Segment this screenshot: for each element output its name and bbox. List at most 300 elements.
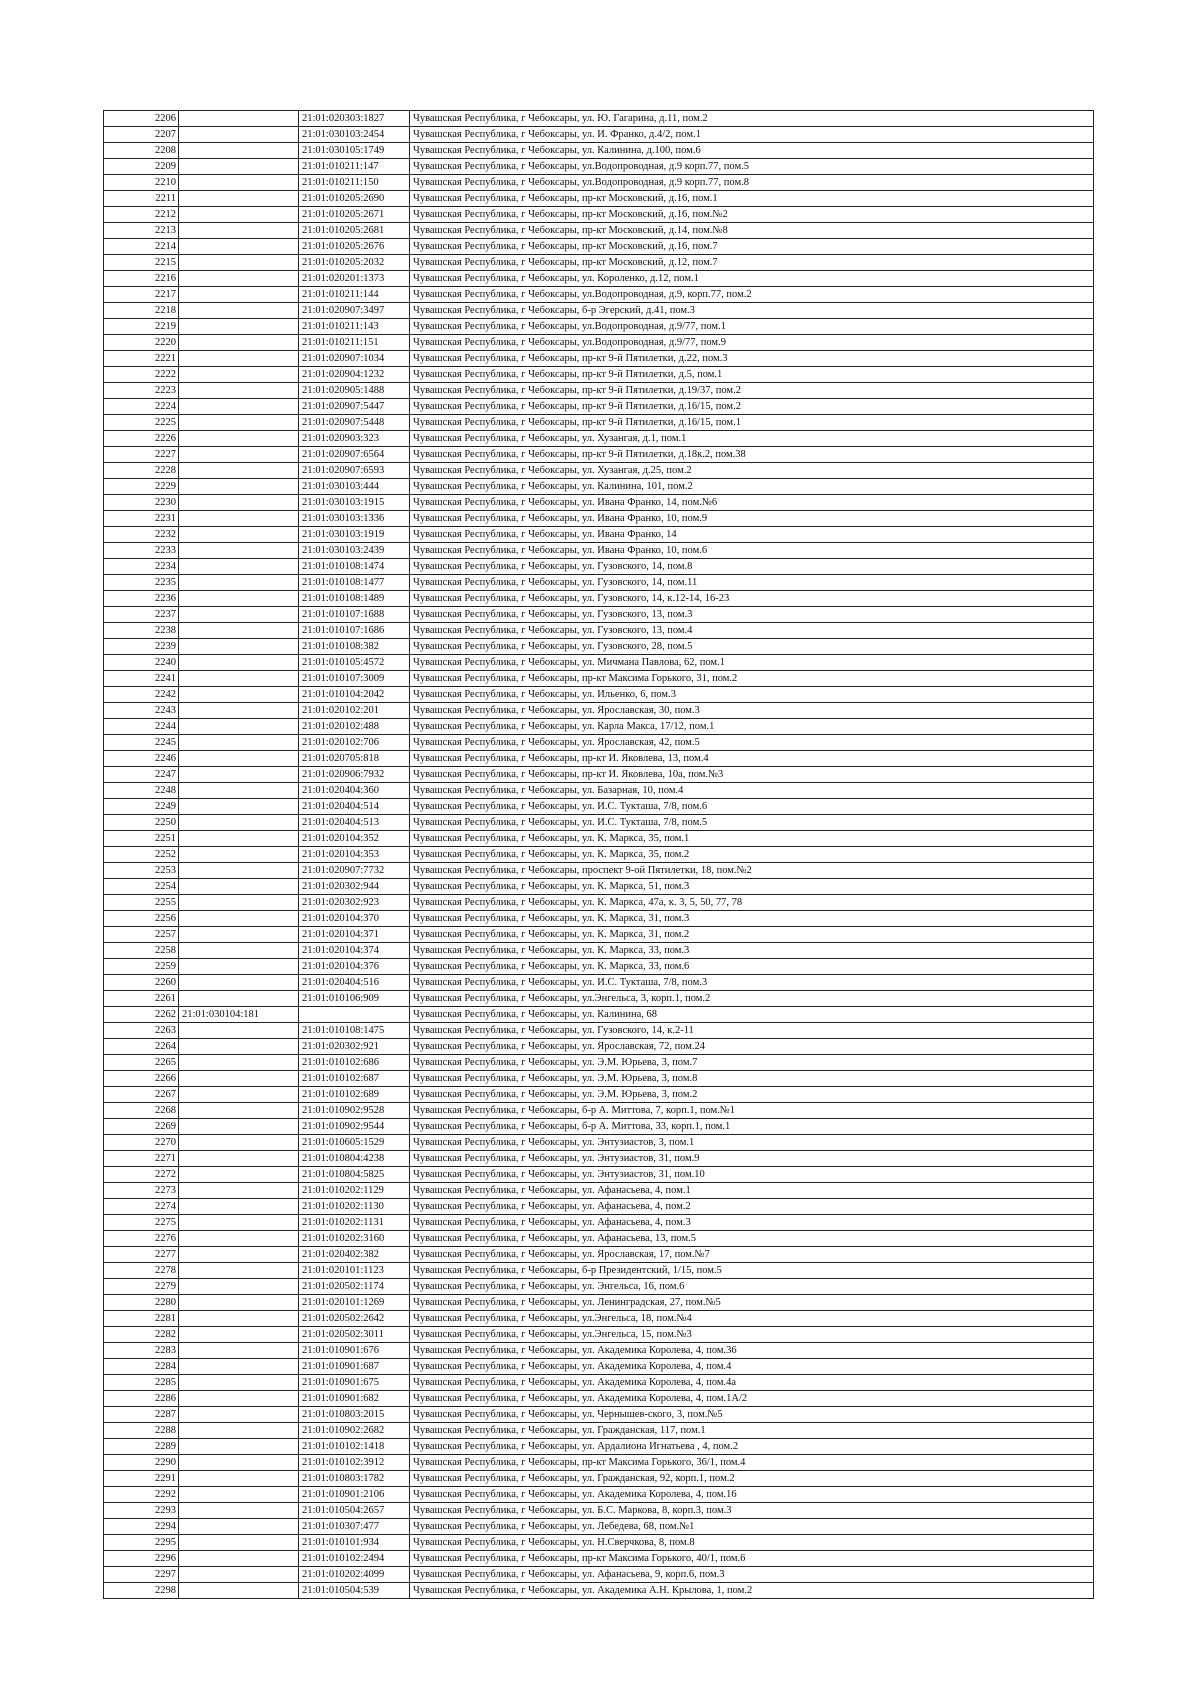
row-number: 2239 <box>104 639 179 655</box>
row-number: 2275 <box>104 1215 179 1231</box>
table-row <box>104 639 1094 655</box>
cadastral-number: 21:01:010202:1130 <box>299 1199 410 1215</box>
table-row <box>104 527 1094 543</box>
cadastral-number-left <box>179 447 299 463</box>
row-number: 2226 <box>104 431 179 447</box>
cadastral-number-left <box>179 735 299 751</box>
cadastral-number: 21:01:020404:516 <box>299 975 410 991</box>
cadastral-number-left <box>179 1391 299 1407</box>
cadastral-number-left <box>179 303 299 319</box>
row-number: 2209 <box>104 159 179 175</box>
cadastral-number-left <box>179 351 299 367</box>
cadastral-number: 21:01:020404:514 <box>299 799 410 815</box>
cadastral-number: 21:01:010804:4238 <box>299 1151 410 1167</box>
row-number: 2280 <box>104 1295 179 1311</box>
row-number: 2252 <box>104 847 179 863</box>
address: Чувашская Республика, г Чебоксары, ул. И.С. Тукташа, 7/8, пом.6 <box>410 799 1094 815</box>
address: Чувашская Республика, г Чебоксары, пр-кт Московский, д.12, пом.7 <box>410 255 1094 271</box>
address: Чувашская Республика, г Чебоксары, ул. Лебедева, 68, пом.№1 <box>410 1519 1094 1535</box>
row-number: 2297 <box>104 1567 179 1583</box>
row-number: 2255 <box>104 895 179 911</box>
row-number: 2250 <box>104 815 179 831</box>
row-number: 2248 <box>104 783 179 799</box>
table-row <box>104 1007 1094 1023</box>
row-number: 2228 <box>104 463 179 479</box>
row-number: 2222 <box>104 367 179 383</box>
cadastral-number: 21:01:010202:1131 <box>299 1215 410 1231</box>
address: Чувашская Республика, г Чебоксары, ул.Водопроводная, д.9 корп.77, пом.5 <box>410 159 1094 175</box>
table-row <box>104 1135 1094 1151</box>
cadastral-number: 21:01:010205:2690 <box>299 191 410 207</box>
address: Чувашская Республика, г Чебоксары, б-р А. Миттова, 33, корп.1, пом.1 <box>410 1119 1094 1135</box>
cadastral-number: 21:01:020903:323 <box>299 431 410 447</box>
table-row <box>104 1343 1094 1359</box>
address: Чувашская Республика, г Чебоксары, ул. Энтузиастов, 31, пом.10 <box>410 1167 1094 1183</box>
row-number: 2288 <box>104 1423 179 1439</box>
cadastral-number: 21:01:020104:370 <box>299 911 410 927</box>
cadastral-number: 21:01:010205:2681 <box>299 223 410 239</box>
cadastral-number-left <box>179 1535 299 1551</box>
table-row <box>104 799 1094 815</box>
row-number: 2237 <box>104 607 179 623</box>
row-number: 2258 <box>104 943 179 959</box>
cadastral-number: 21:01:020101:1269 <box>299 1295 410 1311</box>
cadastral-number-left <box>179 959 299 975</box>
row-number: 2269 <box>104 1119 179 1135</box>
address: Чувашская Республика, г Чебоксары, ул. Академика Королева, 4, пом.4 <box>410 1359 1094 1375</box>
cadastral-number: 21:01:020302:923 <box>299 895 410 911</box>
table-row <box>104 1023 1094 1039</box>
cadastral-number-left <box>179 607 299 623</box>
address: Чувашская Республика, г Чебоксары, пр-кт Московский, д.16, пом.№2 <box>410 207 1094 223</box>
table-row <box>104 1103 1094 1119</box>
cadastral-number: 21:01:010102:2494 <box>299 1551 410 1567</box>
cadastral-number-left <box>179 895 299 911</box>
cadastral-number-left <box>179 127 299 143</box>
cadastral-number: 21:01:010108:1474 <box>299 559 410 575</box>
row-number: 2246 <box>104 751 179 767</box>
cadastral-number: 21:01:020201:1373 <box>299 271 410 287</box>
row-number: 2245 <box>104 735 179 751</box>
table-row <box>104 431 1094 447</box>
cadastral-number-left <box>179 991 299 1007</box>
table-row <box>104 111 1094 127</box>
row-number: 2243 <box>104 703 179 719</box>
row-number: 2287 <box>104 1407 179 1423</box>
address: Чувашская Республика, г Чебоксары, ул. Ивана Франко, 10, пом.9 <box>410 511 1094 527</box>
row-number: 2232 <box>104 527 179 543</box>
table-row <box>104 1039 1094 1055</box>
table-row <box>104 1311 1094 1327</box>
table-row <box>104 1519 1094 1535</box>
cadastral-number-left <box>179 1071 299 1087</box>
row-number: 2247 <box>104 767 179 783</box>
cadastral-number-left <box>179 1055 299 1071</box>
row-number: 2295 <box>104 1535 179 1551</box>
cadastral-number: 21:01:010205:2671 <box>299 207 410 223</box>
cadastral-number: 21:01:030103:1919 <box>299 527 410 543</box>
cadastral-number: 21:01:030103:2439 <box>299 543 410 559</box>
table-row <box>104 1279 1094 1295</box>
cadastral-number-left <box>179 751 299 767</box>
row-number: 2260 <box>104 975 179 991</box>
address: Чувашская Республика, г Чебоксары, ул. Н.Сверчкова, 8, пом.8 <box>410 1535 1094 1551</box>
row-number: 2224 <box>104 399 179 415</box>
table-row <box>104 751 1094 767</box>
table-row <box>104 1487 1094 1503</box>
cadastral-number: 21:01:010504:539 <box>299 1583 410 1599</box>
cadastral-number-left <box>179 431 299 447</box>
cadastral-number: 21:01:010803:1782 <box>299 1471 410 1487</box>
table-row <box>104 479 1094 495</box>
cadastral-number: 21:01:010504:2657 <box>299 1503 410 1519</box>
cadastral-number-left <box>179 1215 299 1231</box>
cadastral-number-left <box>179 1087 299 1103</box>
table-row <box>104 127 1094 143</box>
table-row <box>104 335 1094 351</box>
cadastral-number-left <box>179 1503 299 1519</box>
table-row <box>104 1407 1094 1423</box>
row-number: 2236 <box>104 591 179 607</box>
address: Чувашская Республика, г Чебоксары, ул. Ивана Франко, 14, пом.№6 <box>410 495 1094 511</box>
row-number: 2270 <box>104 1135 179 1151</box>
address: Чувашская Республика, г Чебоксары, б-р Эгерский, д.41, пом.3 <box>410 303 1094 319</box>
cadastral-number-left <box>179 1135 299 1151</box>
row-number: 2294 <box>104 1519 179 1535</box>
cadastral-number-left <box>179 1375 299 1391</box>
row-number: 2282 <box>104 1327 179 1343</box>
address: Чувашская Республика, г Чебоксары, ул. К. Маркса, 47а, к. 3, 5, 50, 77, 78 <box>410 895 1094 911</box>
table-row <box>104 1455 1094 1471</box>
cadastral-number-left <box>179 159 299 175</box>
table-row <box>104 1439 1094 1455</box>
row-number: 2211 <box>104 191 179 207</box>
table-row <box>104 271 1094 287</box>
cadastral-number: 21:01:010107:1688 <box>299 607 410 623</box>
address: Чувашская Республика, г Чебоксары, ул. Ярославская, 30, пом.3 <box>410 703 1094 719</box>
table-row <box>104 303 1094 319</box>
row-number: 2240 <box>104 655 179 671</box>
address: Чувашская Республика, г Чебоксары, ул. К. Маркса, 35, пом.2 <box>410 847 1094 863</box>
address: Чувашская Республика, г Чебоксары, ул.Энгельса, 18, пом.№4 <box>410 1311 1094 1327</box>
table-row <box>104 783 1094 799</box>
cadastral-number-left <box>179 799 299 815</box>
address: Чувашская Республика, г Чебоксары, пр-кт Максима Горького, 31, пом.2 <box>410 671 1094 687</box>
cadastral-number: 21:01:020104:371 <box>299 927 410 943</box>
address: Чувашская Республика, г Чебоксары, ул. Калинина, д.100, пом.6 <box>410 143 1094 159</box>
cadastral-number-left <box>179 175 299 191</box>
cadastral-number-left <box>179 943 299 959</box>
cadastral-number-left <box>179 1279 299 1295</box>
row-number: 2271 <box>104 1151 179 1167</box>
table-row <box>104 207 1094 223</box>
cadastral-number-left <box>179 415 299 431</box>
cadastral-number: 21:01:020104:376 <box>299 959 410 975</box>
table-row <box>104 1535 1094 1551</box>
cadastral-number-left <box>179 671 299 687</box>
row-number: 2257 <box>104 927 179 943</box>
cadastral-number-left <box>179 703 299 719</box>
cadastral-number: 21:01:020905:1488 <box>299 383 410 399</box>
cadastral-number-left <box>179 927 299 943</box>
cadastral-number-left <box>179 719 299 735</box>
address: Чувашская Республика, г Чебоксары, пр-кт Московский, д.16, пом.1 <box>410 191 1094 207</box>
row-number: 2272 <box>104 1167 179 1183</box>
table-row <box>104 975 1094 991</box>
cadastral-number-left <box>179 399 299 415</box>
cadastral-number-left <box>179 1023 299 1039</box>
row-number: 2217 <box>104 287 179 303</box>
cadastral-number: 21:01:010901:675 <box>299 1375 410 1391</box>
address: Чувашская Республика, г Чебоксары, ул.Энгельса, 3, корп.1, пом.2 <box>410 991 1094 1007</box>
cadastral-number-left <box>179 383 299 399</box>
cadastral-number: 21:01:010211:147 <box>299 159 410 175</box>
address: Чувашская Республика, г Чебоксары, ул. Афанасьева, 9, корп.6, пом.3 <box>410 1567 1094 1583</box>
table-row <box>104 671 1094 687</box>
address: Чувашская Республика, г Чебоксары, ул. Гузовского, 13, пом.4 <box>410 623 1094 639</box>
cadastral-number-left <box>179 559 299 575</box>
cadastral-number-left <box>179 623 299 639</box>
row-number: 2206 <box>104 111 179 127</box>
address: Чувашская Республика, г Чебоксары, пр-кт 9-й Пятилетки, д.16/15, пом.2 <box>410 399 1094 415</box>
cadastral-number-left <box>179 1183 299 1199</box>
cadastral-number-left <box>179 255 299 271</box>
row-number: 2256 <box>104 911 179 927</box>
table-row <box>104 1551 1094 1567</box>
row-number: 2264 <box>104 1039 179 1055</box>
row-number: 2210 <box>104 175 179 191</box>
row-number: 2230 <box>104 495 179 511</box>
address: Чувашская Республика, г Чебоксары, ул. К. Маркса, 51, пом.3 <box>410 879 1094 895</box>
cadastral-number: 21:01:010102:1418 <box>299 1439 410 1455</box>
table-row <box>104 1295 1094 1311</box>
table-row <box>104 367 1094 383</box>
row-number: 2268 <box>104 1103 179 1119</box>
row-number: 2292 <box>104 1487 179 1503</box>
cadastral-number: 21:01:010107:1686 <box>299 623 410 639</box>
cadastral-number-left <box>179 575 299 591</box>
cadastral-number: 21:01:020502:3011 <box>299 1327 410 1343</box>
address: Чувашская Республика, г Чебоксары, ул. Ю. Гагарина, д.11, пом.2 <box>410 111 1094 127</box>
table-row <box>104 495 1094 511</box>
table-row <box>104 607 1094 623</box>
address: Чувашская Республика, г Чебоксары, ул. Мичмана Павлова, 62, пом.1 <box>410 655 1094 671</box>
address: Чувашская Республика, г Чебоксары, ул. Ардалиона Игнатьева , 4, пом.2 <box>410 1439 1094 1455</box>
cadastral-number-left <box>179 143 299 159</box>
address: Чувашская Республика, г Чебоксары, ул. Э.М. Юрьева, 3, пом.7 <box>410 1055 1094 1071</box>
cadastral-number-left <box>179 975 299 991</box>
address: Чувашская Республика, г Чебоксары, пр-кт Московский, д.14, пом.№8 <box>410 223 1094 239</box>
row-number: 2296 <box>104 1551 179 1567</box>
table-row <box>104 1583 1094 1599</box>
cadastral-number-left <box>179 655 299 671</box>
cadastral-number: 21:01:020904:1232 <box>299 367 410 383</box>
row-number: 2286 <box>104 1391 179 1407</box>
cadastral-number-left <box>179 1327 299 1343</box>
address: Чувашская Республика, г Чебоксары, ул. Академика Королева, 4, пом.36 <box>410 1343 1094 1359</box>
address: Чувашская Республика, г Чебоксары, ул. Академика Королева, 4, пом.4а <box>410 1375 1094 1391</box>
table-row <box>104 543 1094 559</box>
cadastral-number: 21:01:010205:2032 <box>299 255 410 271</box>
address: Чувашская Республика, г Чебоксары, ул. Афанасьева, 13, пом.5 <box>410 1231 1094 1247</box>
address: Чувашская Республика, г Чебоксары, пр-кт Максима Горького, 36/1, пом.4 <box>410 1455 1094 1471</box>
address: Чувашская Республика, г Чебоксары, ул. Энтузиастов, 31, пом.9 <box>410 1151 1094 1167</box>
cadastral-number: 21:01:010202:3160 <box>299 1231 410 1247</box>
address: Чувашская Республика, г Чебоксары, ул. Ивана Франко, 14 <box>410 527 1094 543</box>
address: Чувашская Республика, г Чебоксары, ул. Б.С. Маркова, 8, корп.3, пом.3 <box>410 1503 1094 1519</box>
cadastral-number: 21:01:020906:7932 <box>299 767 410 783</box>
row-number: 2231 <box>104 511 179 527</box>
row-number: 2235 <box>104 575 179 591</box>
cadastral-number-left <box>179 111 299 127</box>
cadastral-number: 21:01:020404:513 <box>299 815 410 831</box>
cadastral-number: 21:01:020705:818 <box>299 751 410 767</box>
address: Чувашская Республика, г Чебоксары, пр-кт 9-й Пятилетки, д.5, пом.1 <box>410 367 1094 383</box>
cadastral-number-left <box>179 335 299 351</box>
cadastral-number: 21:01:020907:6593 <box>299 463 410 479</box>
cadastral-number-left <box>179 1407 299 1423</box>
table-row <box>104 1215 1094 1231</box>
row-number: 2283 <box>104 1343 179 1359</box>
table-row <box>104 815 1094 831</box>
address: Чувашская Республика, г Чебоксары, пр-кт Московский, д.16, пом.7 <box>410 239 1094 255</box>
cadastral-number-left <box>179 1439 299 1455</box>
row-number: 2285 <box>104 1375 179 1391</box>
cadastral-number: 21:01:020907:6564 <box>299 447 410 463</box>
row-number: 2221 <box>104 351 179 367</box>
cadastral-number: 21:01:020302:921 <box>299 1039 410 1055</box>
table-row <box>104 1471 1094 1487</box>
table-row <box>104 1231 1094 1247</box>
cadastral-number-left <box>179 367 299 383</box>
cadastral-number-left <box>179 767 299 783</box>
cadastral-number-left <box>179 223 299 239</box>
cadastral-number-left <box>179 911 299 927</box>
cadastral-number-left <box>179 1103 299 1119</box>
table-row <box>104 847 1094 863</box>
cadastral-number: 21:01:010106:909 <box>299 991 410 1007</box>
row-number: 2289 <box>104 1439 179 1455</box>
cadastral-number: 21:01:020502:1174 <box>299 1279 410 1295</box>
address: Чувашская Республика, г Чебоксары, ул. Академика А.Н. Крылова, 1, пом.2 <box>410 1583 1094 1599</box>
row-number: 2278 <box>104 1263 179 1279</box>
row-number: 2251 <box>104 831 179 847</box>
row-number: 2273 <box>104 1183 179 1199</box>
row-number: 2229 <box>104 479 179 495</box>
address: Чувашская Республика, г Чебоксары, ул.Водопроводная, д.9/77, пом.9 <box>410 335 1094 351</box>
row-number: 2225 <box>104 415 179 431</box>
cadastral-number-left: 21:01:030104:181 <box>179 1007 299 1023</box>
table-row <box>104 1567 1094 1583</box>
address: Чувашская Республика, г Чебоксары, пр-кт 9-й Пятилетки, д.16/15, пом.1 <box>410 415 1094 431</box>
cadastral-number-left <box>179 1247 299 1263</box>
cadastral-number-left <box>179 271 299 287</box>
row-number: 2266 <box>104 1071 179 1087</box>
table-row <box>104 1199 1094 1215</box>
cadastral-number-left <box>179 1567 299 1583</box>
cadastral-number-left <box>179 1039 299 1055</box>
row-number: 2233 <box>104 543 179 559</box>
table-row <box>104 239 1094 255</box>
table-row <box>104 415 1094 431</box>
address: Чувашская Республика, г Чебоксары, ул. Э.М. Юрьева, 3, пом.8 <box>410 1071 1094 1087</box>
address: Чувашская Республика, г Чебоксары, ул. Э.М. Юрьева, 3, пом.2 <box>410 1087 1094 1103</box>
row-number: 2215 <box>104 255 179 271</box>
cadastral-number: 21:01:010211:150 <box>299 175 410 191</box>
address: Чувашская Республика, г Чебоксары, пр-кт Максима Горького, 40/1, пом.6 <box>410 1551 1094 1567</box>
row-number: 2212 <box>104 207 179 223</box>
cadastral-number: 21:01:010902:2682 <box>299 1423 410 1439</box>
address: Чувашская Республика, г Чебоксары, ул. И.С. Тукташа, 7/8, пом.5 <box>410 815 1094 831</box>
cadastral-number: 21:01:010605:1529 <box>299 1135 410 1151</box>
row-number: 2213 <box>104 223 179 239</box>
cadastral-number: 21:01:010108:382 <box>299 639 410 655</box>
cadastral-number: 21:01:010104:2042 <box>299 687 410 703</box>
cadastral-number-left <box>179 1199 299 1215</box>
property-table-body <box>104 111 1094 1599</box>
cadastral-number-left <box>179 1263 299 1279</box>
row-number: 2291 <box>104 1471 179 1487</box>
table-row <box>104 1503 1094 1519</box>
property-table <box>103 110 1094 1599</box>
cadastral-number: 21:01:010108:1475 <box>299 1023 410 1039</box>
cadastral-number: 21:01:020102:706 <box>299 735 410 751</box>
cadastral-number: 21:01:010108:1489 <box>299 591 410 607</box>
table-row <box>104 191 1094 207</box>
cadastral-number-left <box>179 1455 299 1471</box>
row-number: 2220 <box>104 335 179 351</box>
table-row <box>104 895 1094 911</box>
address: Чувашская Республика, г Чебоксары, ул. Ярославская, 72, пом.24 <box>410 1039 1094 1055</box>
address: Чувашская Республика, г Чебоксары, ул. Энтузиастов, 3, пом.1 <box>410 1135 1094 1151</box>
address: Чувашская Республика, г Чебоксары, ул. И.С. Тукташа, 7/8, пом.3 <box>410 975 1094 991</box>
cadastral-number: 21:01:010804:5825 <box>299 1167 410 1183</box>
row-number: 2277 <box>104 1247 179 1263</box>
address: Чувашская Республика, г Чебоксары, ул. Гузовского, 13, пом.3 <box>410 607 1094 623</box>
cadastral-number-left <box>179 1167 299 1183</box>
table-row <box>104 879 1094 895</box>
table-row <box>104 1247 1094 1263</box>
table-row <box>104 1263 1094 1279</box>
address: Чувашская Республика, г Чебоксары, проспект 9-ой Пятилетки, 18, пом.№2 <box>410 863 1094 879</box>
row-number: 2274 <box>104 1199 179 1215</box>
table-row <box>104 1423 1094 1439</box>
cadastral-number: 21:01:010901:682 <box>299 1391 410 1407</box>
row-number: 2281 <box>104 1311 179 1327</box>
cadastral-number-left <box>179 1343 299 1359</box>
cadastral-number-left <box>179 1295 299 1311</box>
cadastral-number-left <box>179 191 299 207</box>
cadastral-number: 21:01:010202:4099 <box>299 1567 410 1583</box>
cadastral-number-left <box>179 511 299 527</box>
address: Чувашская Республика, г Чебоксары, ул. Карла Макса, 17/12, пом.1 <box>410 719 1094 735</box>
row-number: 2290 <box>104 1455 179 1471</box>
row-number: 2263 <box>104 1023 179 1039</box>
cadastral-number: 21:01:010211:143 <box>299 319 410 335</box>
row-number: 2223 <box>104 383 179 399</box>
row-number: 2218 <box>104 303 179 319</box>
table-row <box>104 1375 1094 1391</box>
table-row <box>104 655 1094 671</box>
cadastral-number-left <box>179 207 299 223</box>
row-number: 2238 <box>104 623 179 639</box>
table-row <box>104 575 1094 591</box>
table-row <box>104 767 1094 783</box>
address: Чувашская Республика, г Чебоксары, ул. Гузовского, 14, к.2-11 <box>410 1023 1094 1039</box>
cadastral-number <box>299 1007 410 1023</box>
table-row <box>104 447 1094 463</box>
cadastral-number: 21:01:020102:201 <box>299 703 410 719</box>
